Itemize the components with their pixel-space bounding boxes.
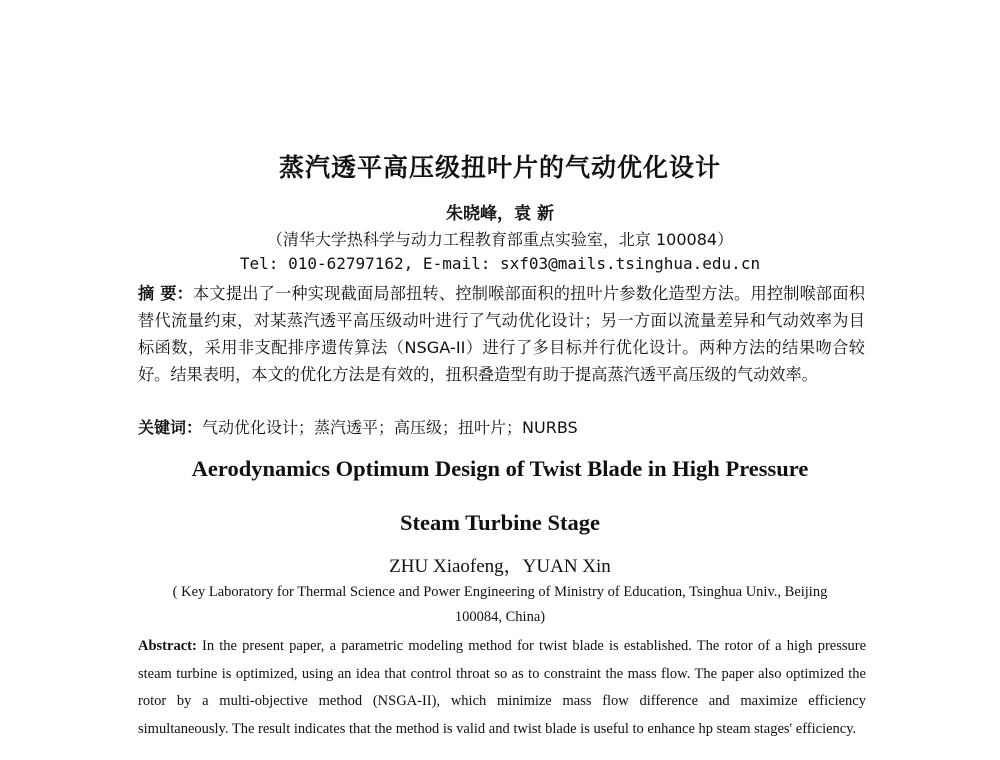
english-abstract-text: In the present paper, a parametric modeling method for twist blade is established. The rotor of a high pressure steam turbine is optimized, using an idea that control throat so as to constraint the mass flow. The paper also optimized the rotor by a multi-objective method (NSGA-II), which minimize mass flow difference and maximize efficiency simultaneously. The result indicates that the method is valid and twist blade is useful to enhance hp steam stages' efficiency. <box>138 638 867 737</box>
chinese-keywords <box>138 415 578 438</box>
english-authors: ZHU Xiaofeng，YUAN Xin <box>389 556 611 577</box>
chinese-abstract <box>138 280 865 388</box>
chinese-title: 蒸汽透平高压级扭叶片的气动优化设计 <box>278 153 721 182</box>
chinese-abstract-label: 摘 要： <box>138 284 194 303</box>
chinese-authors: 朱晓峰，袁 新 <box>446 204 554 224</box>
english-title-line2: Steam Turbine Stage <box>399 510 601 535</box>
english-affiliation-line1: ( Key Laboratory for Thermal Science and Power Engineering of Ministry of Education, Tsinghua Univ., Beijing <box>172 584 828 600</box>
chinese-keywords-text: 气动优化设计；蒸汽透平；高压级；扭叶片；NURBS <box>202 418 578 437</box>
english-affiliation-line2: 100084, China) <box>454 609 546 625</box>
english-title-line1: Aerodynamics Optimum Design of Twist Blade in High Pressure <box>191 456 809 481</box>
english-abstract-label: Abstract: <box>138 638 197 654</box>
english-abstract <box>138 633 866 743</box>
chinese-keywords-label: 关键词： <box>138 418 203 437</box>
contact-info: Tel: 010-62797162, E-mail: sxf03@mails.tsinghua.edu.cn <box>239 254 761 273</box>
chinese-abstract-text: 本文提出了一种实现截面局部扭转、控制喉部面积的扭叶片参数化造型方法。用控制喉部面积替代流量约束，对某蒸汽透平高压级动叶进行了气动优化设计；另一方面以流量差异和气动效率为目标函数，采用非支配排序遗传算法（NSGA-II）进行了多目标并行优化设计。两种方法的结果吻合较好。结果表明，本文的优化方法是有效的，扭积叠造型有助于提高蒸汽透平高压级的气动效率。 <box>138 284 865 384</box>
chinese-affiliation: （清华大学热科学与动力工程教育部重点实验室，北京 100084） <box>266 230 734 249</box>
